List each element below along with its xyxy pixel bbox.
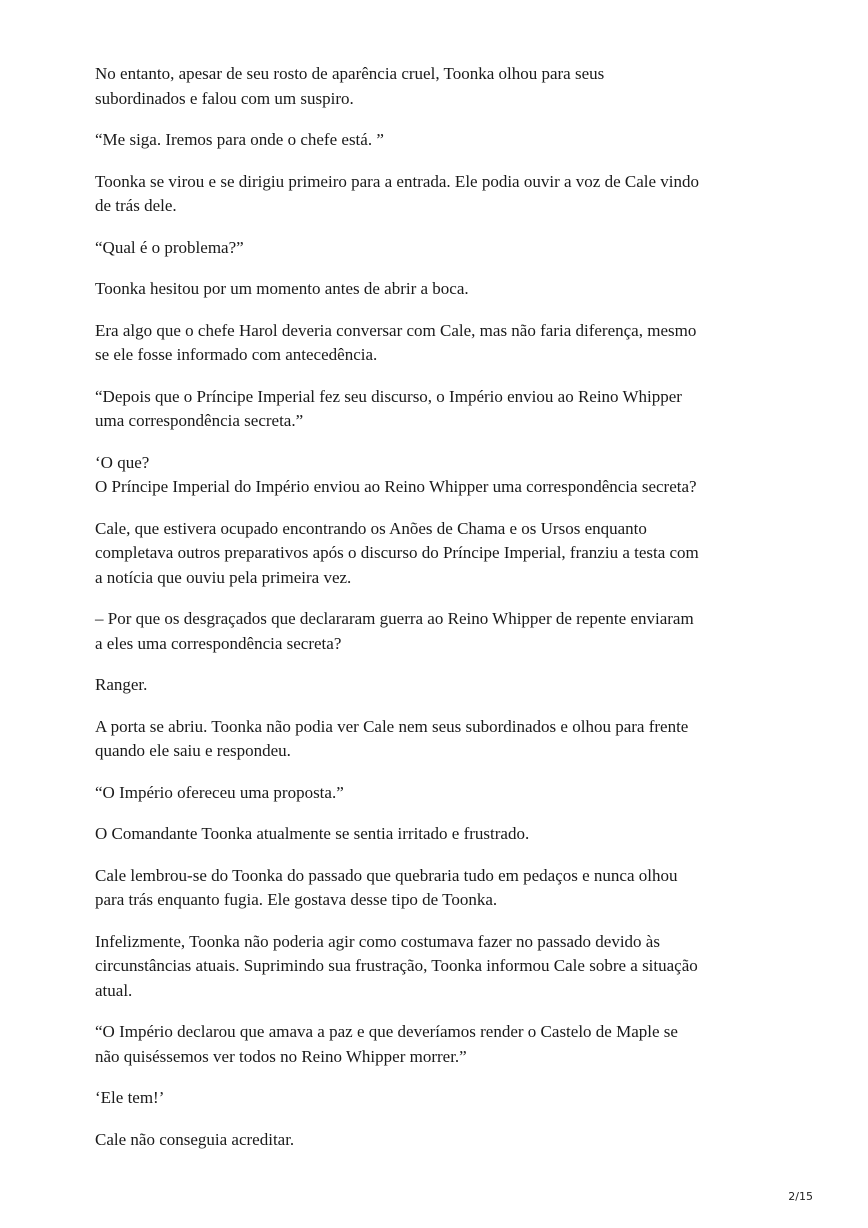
text-line: “Me siga. Iremos para onde o chefe está. ” xyxy=(95,130,384,149)
paragraph xyxy=(95,607,795,656)
paragraph xyxy=(95,170,795,219)
text-line: ‘O que? xyxy=(95,452,150,472)
text-line: não quiséssemos ver todos no Reino Whipper morrer.” xyxy=(95,1046,467,1066)
text-line: Toonka hesitou por um momento antes de abrir a boca. xyxy=(95,279,469,298)
text-line: “Qual é o problema?” xyxy=(95,237,244,257)
paragraph xyxy=(95,62,795,111)
page-number: 2/15 xyxy=(788,1190,813,1203)
text-line: ‘Ele tem!’ xyxy=(95,1088,165,1107)
text-line: de trás dele. xyxy=(95,196,177,215)
text-line: “O Império declarou que amava a paz e que deveríamos render o Castelo de Maple se xyxy=(95,1022,678,1041)
paragraph xyxy=(95,781,795,806)
text-line: O Comandante Toonka atualmente se sentia irritado e frustrado. xyxy=(95,824,530,843)
paragraph xyxy=(95,673,795,698)
text-line: uma correspondência secreta.” xyxy=(95,411,304,430)
text-line: Era algo que o chefe Harol deveria conversar com Cale, mas não faria diferença, mesmo xyxy=(95,320,697,340)
text-line: Cale, que estivera ocupado encontrando os Anões de Chama e os Ursos enquanto xyxy=(95,518,647,538)
paragraph xyxy=(95,319,795,368)
text-line: para trás enquanto fugia. Ele gostava desse tipo de Toonka. xyxy=(95,890,498,909)
text-line: A porta se abriu. Toonka não podia ver Cale nem seus subordinados e olhou para frente xyxy=(95,716,689,736)
body-text xyxy=(95,62,795,1169)
text-line: Infelizmente, Toonka não poderia agir como costumava fazer no passado devido às xyxy=(95,931,660,951)
text-line: Cale não conseguia acreditar. xyxy=(95,1129,295,1149)
paragraph xyxy=(95,277,795,302)
text-line: subordinados e falou com um suspiro. xyxy=(95,88,354,108)
text-line: circunstâncias atuais. Suprimindo sua frustração, Toonka informou Cale sobre a situação xyxy=(95,956,698,975)
text-line: completava outros preparativos após o discurso do Príncipe Imperial, franziu a testa com xyxy=(95,543,699,562)
paragraph xyxy=(95,1128,795,1153)
paragraph xyxy=(95,930,795,1004)
text-line: O Príncipe Imperial do Império enviou ao Reino Whipper uma correspondência secreta? xyxy=(95,477,697,496)
text-line: a notícia que ouviu pela primeira vez. xyxy=(95,567,352,587)
text-line: quando ele saiu e respondeu. xyxy=(95,741,291,760)
text-line: No entanto, apesar de seu rosto de aparência cruel, Toonka olhou para seus xyxy=(95,64,605,83)
paragraph xyxy=(95,864,795,913)
paragraph xyxy=(95,128,795,153)
text-line: – Por que os desgraçados que declararam guerra ao Reino Whipper de repente enviaram xyxy=(95,609,694,628)
paragraph xyxy=(95,715,795,764)
text-line: “Depois que o Príncipe Imperial fez seu discurso, o Império enviou ao Reino Whipper xyxy=(95,386,682,406)
text-line: Toonka se virou e se dirigiu primeiro para a entrada. Ele podia ouvir a voz de Cale vindo xyxy=(95,171,699,191)
text-line: se ele fosse informado com antecedência. xyxy=(95,345,378,364)
paragraph xyxy=(95,517,795,591)
paragraph xyxy=(95,385,795,434)
paragraph xyxy=(95,1020,795,1069)
paragraph xyxy=(95,236,795,261)
text-line: Ranger. xyxy=(95,675,148,694)
text-line: atual. xyxy=(95,980,133,1000)
paragraph xyxy=(95,1086,795,1111)
paragraph xyxy=(95,451,795,500)
text-line: a eles uma correspondência secreta? xyxy=(95,633,342,653)
text-line: Cale lembrou-se do Toonka do passado que quebraria tudo em pedaços e nunca olhou xyxy=(95,865,678,885)
text-line: “O Império ofereceu uma proposta.” xyxy=(95,782,344,802)
paragraph xyxy=(95,822,795,847)
